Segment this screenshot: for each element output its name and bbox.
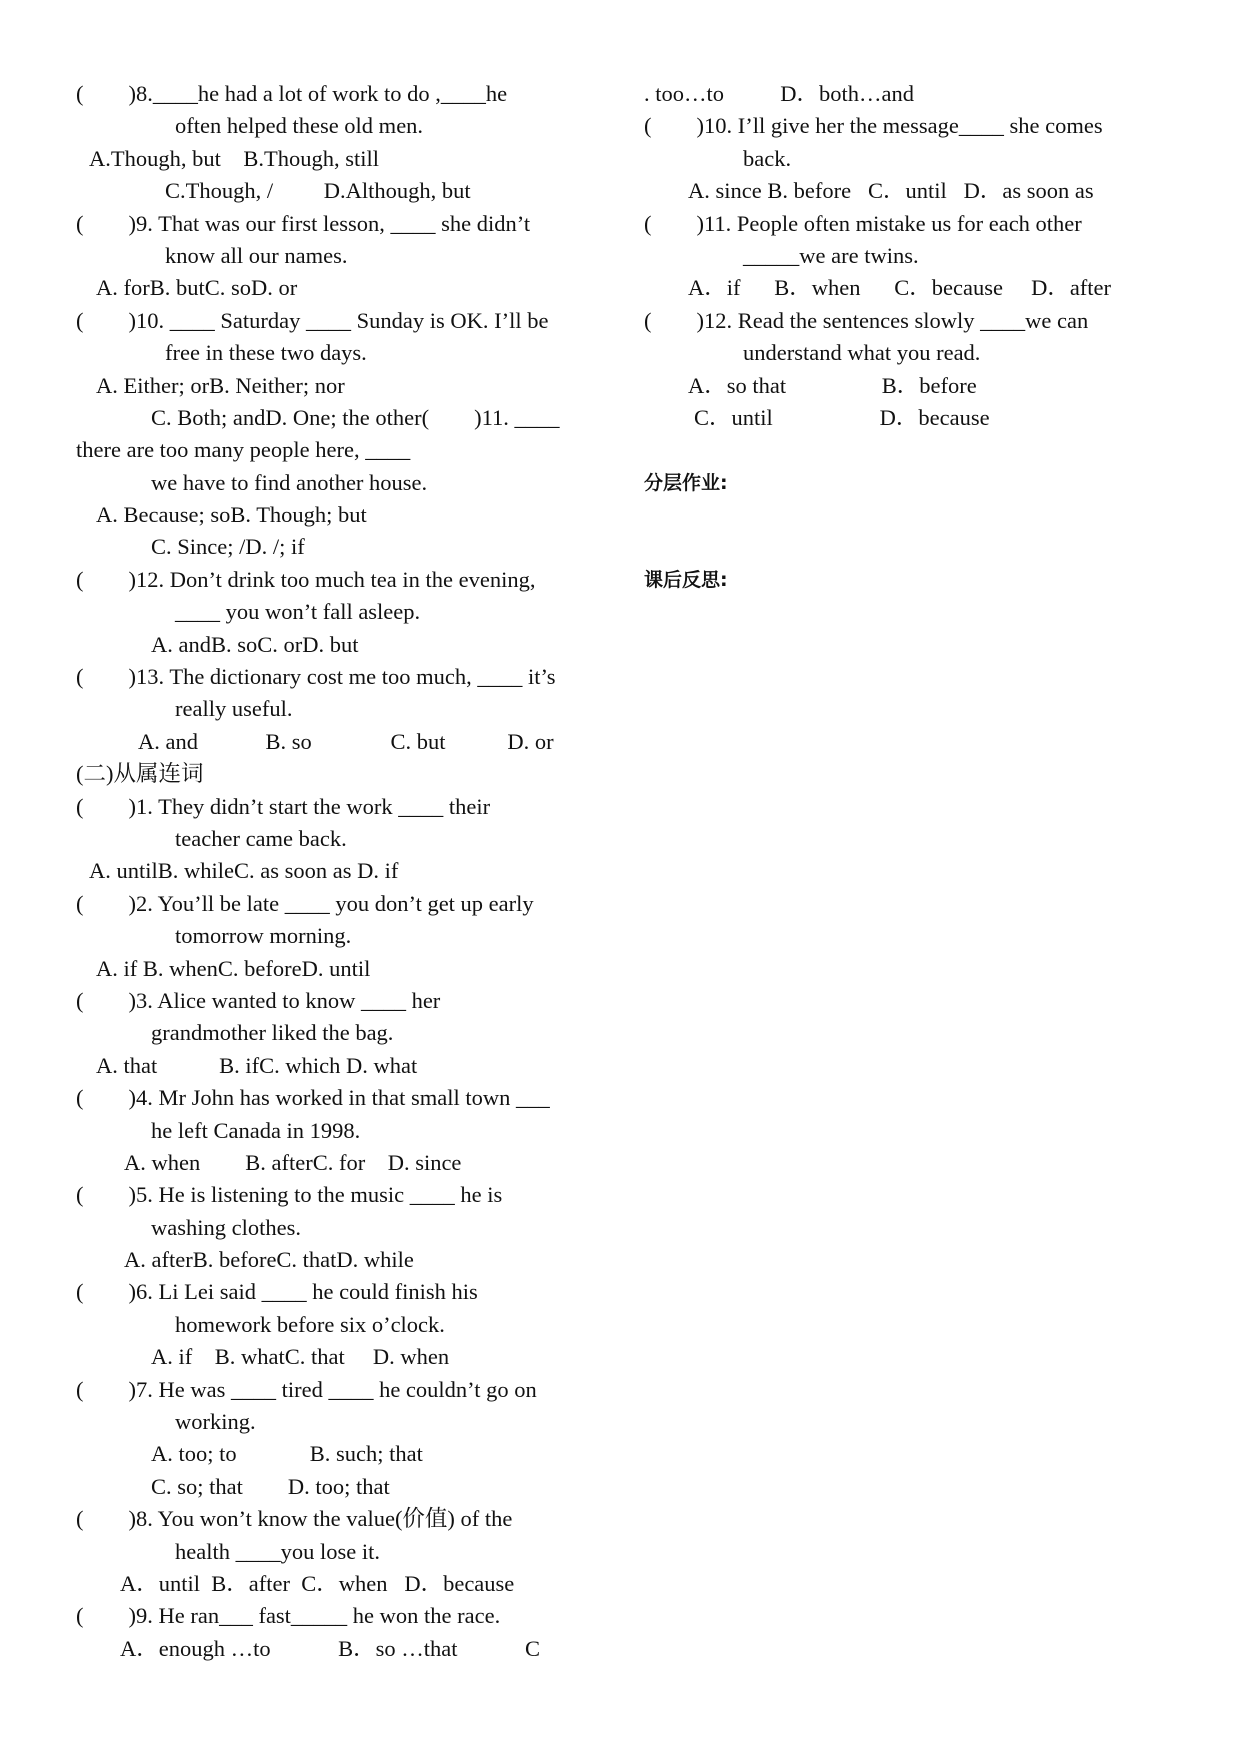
left-column-line: free in these two days. (165, 340, 367, 366)
spacer (644, 499, 1184, 564)
right-column-line: understand what you read. (743, 340, 981, 366)
left-column (76, 78, 606, 1665)
right-column-line: A．if B．when C．because D．after (688, 275, 1112, 301)
left-column-line: A. and B. so C. but D. or (138, 728, 554, 754)
left-column-line: ( )12. Don’t drink too much tea in the evening, (76, 566, 536, 592)
right-column-line: A. since B. before C．until D．as soon as (688, 178, 1094, 204)
right-column-questions (644, 78, 1184, 434)
left-column-line: washing clothes. (151, 1214, 301, 1240)
left-column-line: C. so; that D. too; that (151, 1473, 390, 1499)
left-column-line: ( )5. He is listening to the music ____ he is (76, 1182, 503, 1208)
left-column-line: ( )8. You won’t know the value(价值) of the (76, 1506, 513, 1532)
right-column-line: ( )12. Read the sentences slowly ____we can (644, 307, 1089, 333)
left-column-line: C. Since; /D. /; if (151, 534, 305, 560)
left-column-line: teacher came back. (175, 825, 347, 851)
left-column-line: know all our names. (165, 242, 348, 268)
reflection-heading: 课后反思: (644, 568, 728, 591)
right-column-line: ( )11. People often mistake us for each other (644, 210, 1082, 236)
right-column-line: ( )10. I’ll give her the message____ she comes (644, 113, 1103, 139)
left-column-line: A. andB. soC. orD. but (151, 631, 359, 657)
left-column-line: A.Though, but B.Though, still (89, 145, 380, 171)
left-column-line: A. Because; soB. Though; but (96, 502, 367, 528)
left-column-line: C.Though, / D.Although, but (165, 178, 471, 204)
spacer (644, 434, 1184, 466)
left-column-line: tomorrow morning. (175, 923, 352, 949)
right-column (644, 78, 1184, 596)
right-column-line: back. (743, 145, 792, 171)
left-column-line: really useful. (175, 696, 293, 722)
left-column-line: ( )13. The dictionary cost me too much, ____ it’s (76, 664, 556, 690)
left-column-line: ( )10. ____ Saturday ____ Sunday is OK. I’ll be (76, 307, 549, 333)
left-column-line: ( )6. Li Lei said ____ he could finish his (76, 1279, 478, 1305)
left-column-line: ( )7. He was ____ tired ____ he couldn’t go on (76, 1376, 537, 1402)
left-column-line: C. Both; andD. One; the other( )11. ____ (151, 404, 560, 430)
left-column-line: A. if B. whatC. that D. when (151, 1344, 450, 1370)
left-column-line: working. (175, 1409, 256, 1435)
left-column-line: A. too; to B. such; that (151, 1441, 423, 1467)
right-column-line: A．so that B．before (688, 372, 977, 398)
right-column-line: . too…to D．both…and (644, 81, 914, 106)
left-column-line: (二)从属连词 (76, 761, 204, 787)
left-column-line: grandmother liked the bag. (151, 1020, 394, 1046)
left-column-line: he left Canada in 1998. (151, 1117, 361, 1143)
left-column-line: A. Either; orB. Neither; nor (96, 372, 345, 398)
left-column-line: A. untilB. whileC. as soon as D. if (89, 858, 399, 884)
left-column-line: A. if B. whenC. beforeD. until (96, 955, 371, 981)
left-column-line: A．until B．after C．when D．because (120, 1570, 515, 1596)
left-column-line: there are too many people here, ____ (76, 437, 411, 463)
left-column-line: A. that B. ifC. which D. what (96, 1052, 418, 1078)
left-column-line: ____ you won’t fall asleep. (175, 599, 421, 625)
right-column-line: _____we are twins. (743, 242, 919, 268)
left-column-line: A. when B. afterC. for D. since (124, 1149, 462, 1175)
left-column-line: A．enough …to B．so …that C (120, 1635, 540, 1661)
left-column-line: A. forB. butC. soD. or (96, 275, 298, 301)
left-column-line: ( )9. That was our first lesson, ____ she didn’t (76, 210, 531, 236)
left-column-line: health ____you lose it. (175, 1538, 380, 1564)
right-column-line: C．until D．because (694, 404, 990, 430)
left-column-line: ( )2. You’ll be late ____ you don’t get up early (76, 890, 534, 916)
left-column-line: A. afterB. beforeC. thatD. while (124, 1247, 414, 1273)
left-column-line: we have to find another house. (151, 469, 428, 495)
left-column-line: ( )3. Alice wanted to know ____ her (76, 987, 441, 1013)
left-column-line: often helped these old men. (175, 113, 424, 139)
left-column-line: ( )1. They didn’t start the work ____ their (76, 793, 491, 819)
left-column-line: homework before six o’clock. (175, 1311, 445, 1337)
layered-homework-heading: 分层作业: (644, 471, 728, 494)
left-column-line: ( )8.____he had a lot of work to do ,____he (76, 81, 508, 106)
left-column-line: ( )4. Mr John has worked in that small town ___ (76, 1085, 550, 1111)
left-column-line: ( )9. He ran___ fast_____ he won the race. (76, 1603, 501, 1629)
